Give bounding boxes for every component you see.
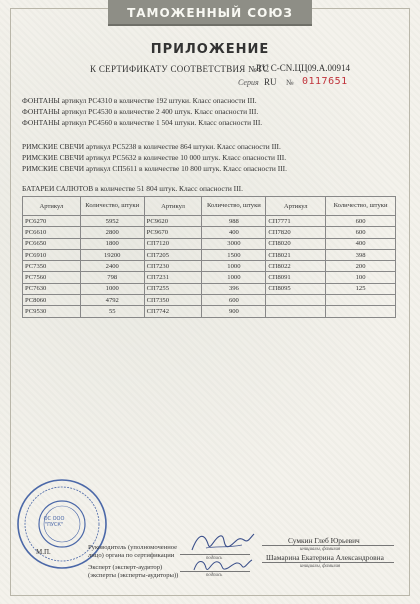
fountain-line: ФОНТАНЫ артикул РС4530 в количестве 2 400 штук. Класс опасности III.: [22, 107, 259, 116]
quantity-cell: 100: [326, 272, 396, 283]
certificate-number: RU C-CN.ЦЦ09.A.00914: [256, 63, 351, 73]
batteries-line: БАТАРЕИ САЛЮТОВ в количестве 51 804 штук. Класс опасности III.: [22, 184, 243, 193]
quantity-cell: [326, 295, 396, 306]
page-title: ПРИЛОЖЕНИЕ: [150, 42, 270, 57]
article-cell: СП7120: [144, 238, 202, 249]
fountain-line: ФОНТАНЫ артикул РС4560 в количестве 1 504 штуки. Класс опасности III.: [22, 118, 263, 127]
article-cell: РС6910: [23, 249, 81, 260]
article-cell: РС7630: [23, 283, 81, 294]
quantity-cell: 2400: [80, 261, 144, 272]
article-cell: СП8021: [266, 249, 326, 260]
quantity-cell: [326, 306, 396, 317]
article-cell: СП8022: [266, 261, 326, 272]
series-value: RU: [264, 77, 277, 87]
column-header-quantity: [80, 197, 144, 216]
table-row: [23, 238, 396, 249]
candle-line: РИМСКИЕ СВЕЧИ артикул СП5611 в количестве 10 800 штук. Класс опасности III.: [22, 164, 287, 173]
article-cell: СП7771: [266, 216, 326, 227]
expert-handwritten-signature: [190, 554, 254, 578]
quantity-cell: 900: [202, 306, 266, 317]
article-cell: СП7230: [144, 261, 202, 272]
name-caption: инициалы, фамилия: [300, 547, 341, 552]
table-row: [23, 216, 396, 227]
table-row: [23, 306, 396, 317]
quantity-cell: 2800: [80, 227, 144, 238]
article-cell: СП8091: [266, 272, 326, 283]
quantity-cell: 3000: [202, 238, 266, 249]
customs-union-banner: ТАМОЖЕННЫЙ СОЮЗ: [108, 0, 312, 26]
series-label: Серия: [238, 78, 259, 87]
article-cell: РС6610: [23, 227, 81, 238]
column-header-quantity: [326, 197, 396, 216]
quantity-cell: 798: [80, 272, 144, 283]
quantity-cell: 1000: [80, 283, 144, 294]
article-cell: РС7560: [23, 272, 81, 283]
quantity-cell: 1800: [80, 238, 144, 249]
quantity-cell: 600: [326, 216, 396, 227]
article-cell: СП7350: [144, 295, 202, 306]
table-header-row: [23, 197, 396, 216]
head-name: Сумкин Глеб Юрьевич: [288, 536, 360, 545]
table-row: [23, 283, 396, 294]
number-label: №: [286, 78, 294, 87]
article-cell: РС6270: [23, 216, 81, 227]
quantity-cell: 4792: [80, 295, 144, 306]
expert-name: Шамарина Екатерина Александровна: [266, 553, 384, 562]
column-header-article: Артикул: [266, 197, 326, 216]
article-cell: [266, 306, 326, 317]
column-header-article: Артикул: [144, 197, 202, 216]
signature-caption: подпись: [206, 573, 223, 578]
table-body: [23, 216, 396, 318]
stamp-center-text: ОС ООО "ПУСК": [43, 516, 65, 528]
article-cell: РС9530: [23, 306, 81, 317]
quantity-cell: 600: [202, 295, 266, 306]
quantity-cell: 398: [326, 249, 396, 260]
expert-name-line: [262, 562, 394, 563]
article-cell: [266, 295, 326, 306]
head-label-line1: Руководитель (уполномоченное: [88, 544, 178, 551]
column-header-label: Количество, штуки: [85, 202, 140, 209]
table-row: [23, 227, 396, 238]
quantity-cell: 125: [326, 283, 396, 294]
candle-line: РИМСКИЕ СВЕЧИ артикул РС5238 в количестве 864 штуки. Класс опасности III.: [22, 142, 281, 151]
quantity-cell: 400: [202, 227, 266, 238]
article-cell: СП8095: [266, 283, 326, 294]
table-row: [23, 272, 396, 283]
table-row: [23, 261, 396, 272]
quantity-cell: 396: [202, 283, 266, 294]
serial-number: 0117651: [302, 76, 348, 87]
head-label-line2: лицо) органа по сертификации: [88, 552, 175, 559]
signature-caption: подпись: [206, 556, 223, 561]
column-header-quantity: [202, 197, 266, 216]
article-cell: РС7350: [23, 261, 81, 272]
expert-label-line1: Эксперт (эксперт-аудитор): [88, 564, 163, 571]
quantity-cell: 1500: [202, 249, 266, 260]
column-header-label: Количество, штуки: [333, 202, 388, 209]
head-name-line: [262, 545, 394, 546]
table-row: [23, 295, 396, 306]
name-caption: инициалы, фамилия: [300, 564, 341, 569]
column-header-article: Артикул: [23, 197, 81, 216]
certificate-subtitle: К СЕРТИФИКАТУ СООТВЕТСТВИЯ №ТС: [90, 64, 270, 74]
expert-label-line2: (эксперты (эксперты-аудиторы)): [88, 572, 179, 579]
article-cell: РС9620: [144, 216, 202, 227]
article-cell: СП7255: [144, 283, 202, 294]
quantity-cell: 5952: [80, 216, 144, 227]
article-cell: РС8060: [23, 295, 81, 306]
candle-line: РИМСКИЕ СВЕЧИ артикул РС5632 в количестве 10 000 штук. Класс опасности III.: [22, 153, 287, 162]
article-cell: СП8020: [266, 238, 326, 249]
article-cell: СП7231: [144, 272, 202, 283]
quantity-cell: 1000: [202, 272, 266, 283]
batteries-table: [22, 196, 396, 318]
quantity-cell: 600: [326, 227, 396, 238]
fountain-line: ФОНТАНЫ артикул РС4310 в количестве 192 штуки. Класс опасности III.: [22, 96, 257, 105]
quantity-cell: 19200: [80, 249, 144, 260]
quantity-cell: 55: [80, 306, 144, 317]
article-cell: СП7820: [266, 227, 326, 238]
quantity-cell: 988: [202, 216, 266, 227]
stamp-place-label: М.П.: [36, 548, 51, 556]
quantity-cell: 200: [326, 261, 396, 272]
article-cell: РС9670: [144, 227, 202, 238]
article-cell: РС6650: [23, 238, 81, 249]
column-header-label: Количество, штуки: [206, 202, 261, 209]
table-row: [23, 249, 396, 260]
article-cell: СП7742: [144, 306, 202, 317]
quantity-cell: 1000: [202, 261, 266, 272]
quantity-cell: 400: [326, 238, 396, 249]
article-cell: СП7205: [144, 249, 202, 260]
